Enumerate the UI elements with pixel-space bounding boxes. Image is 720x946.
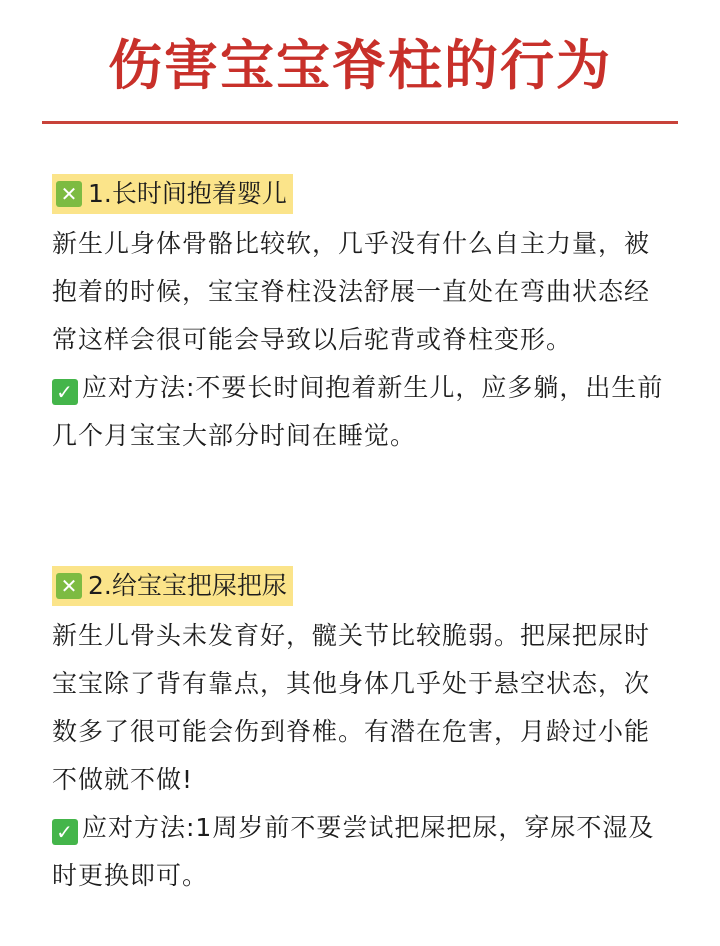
section-method bbox=[52, 364, 672, 460]
section-hold-baby bbox=[52, 174, 672, 460]
section-heading bbox=[52, 566, 293, 606]
section-heading-text: 2.给宝宝把屎把尿 bbox=[88, 571, 287, 600]
section-potty-hold bbox=[52, 566, 672, 900]
section-heading bbox=[52, 174, 293, 214]
cross-mark-icon: ✕ bbox=[56, 181, 82, 207]
section-method-text: 应对方法:1周岁前不要尝试把屎把尿，穿尿不湿及时更换即可。 bbox=[52, 813, 655, 890]
cross-mark-icon: ✕ bbox=[56, 573, 82, 599]
section-body: 新生儿骨头未发育好，髋关节比较脆弱。把屎把尿时宝宝除了背有靠点，其他身体几乎处于悬空状态，次数多了很可能会伤到脊椎。有潜在危害，月龄过小能不做就不做! bbox=[52, 621, 651, 794]
section-heading-text: 1.长时间抱着婴儿 bbox=[88, 179, 287, 208]
title-divider bbox=[42, 121, 678, 124]
check-mark-icon: ✓ bbox=[52, 379, 78, 405]
section-method-text: 应对方法:不要长时间抱着新生儿，应多躺，出生前几个月宝宝大部分时间在睡觉。 bbox=[52, 373, 664, 450]
section-body: 新生儿身体骨骼比较软，几乎没有什么自主力量，被抱着的时候，宝宝脊柱没法舒展一直处在弯曲状态经常这样会很可能会导致以后驼背或脊柱变形。 bbox=[52, 229, 651, 354]
section-method bbox=[52, 804, 672, 900]
page-title: 伤害宝宝脊柱的行为 bbox=[108, 34, 612, 97]
check-mark-icon: ✓ bbox=[52, 819, 78, 845]
